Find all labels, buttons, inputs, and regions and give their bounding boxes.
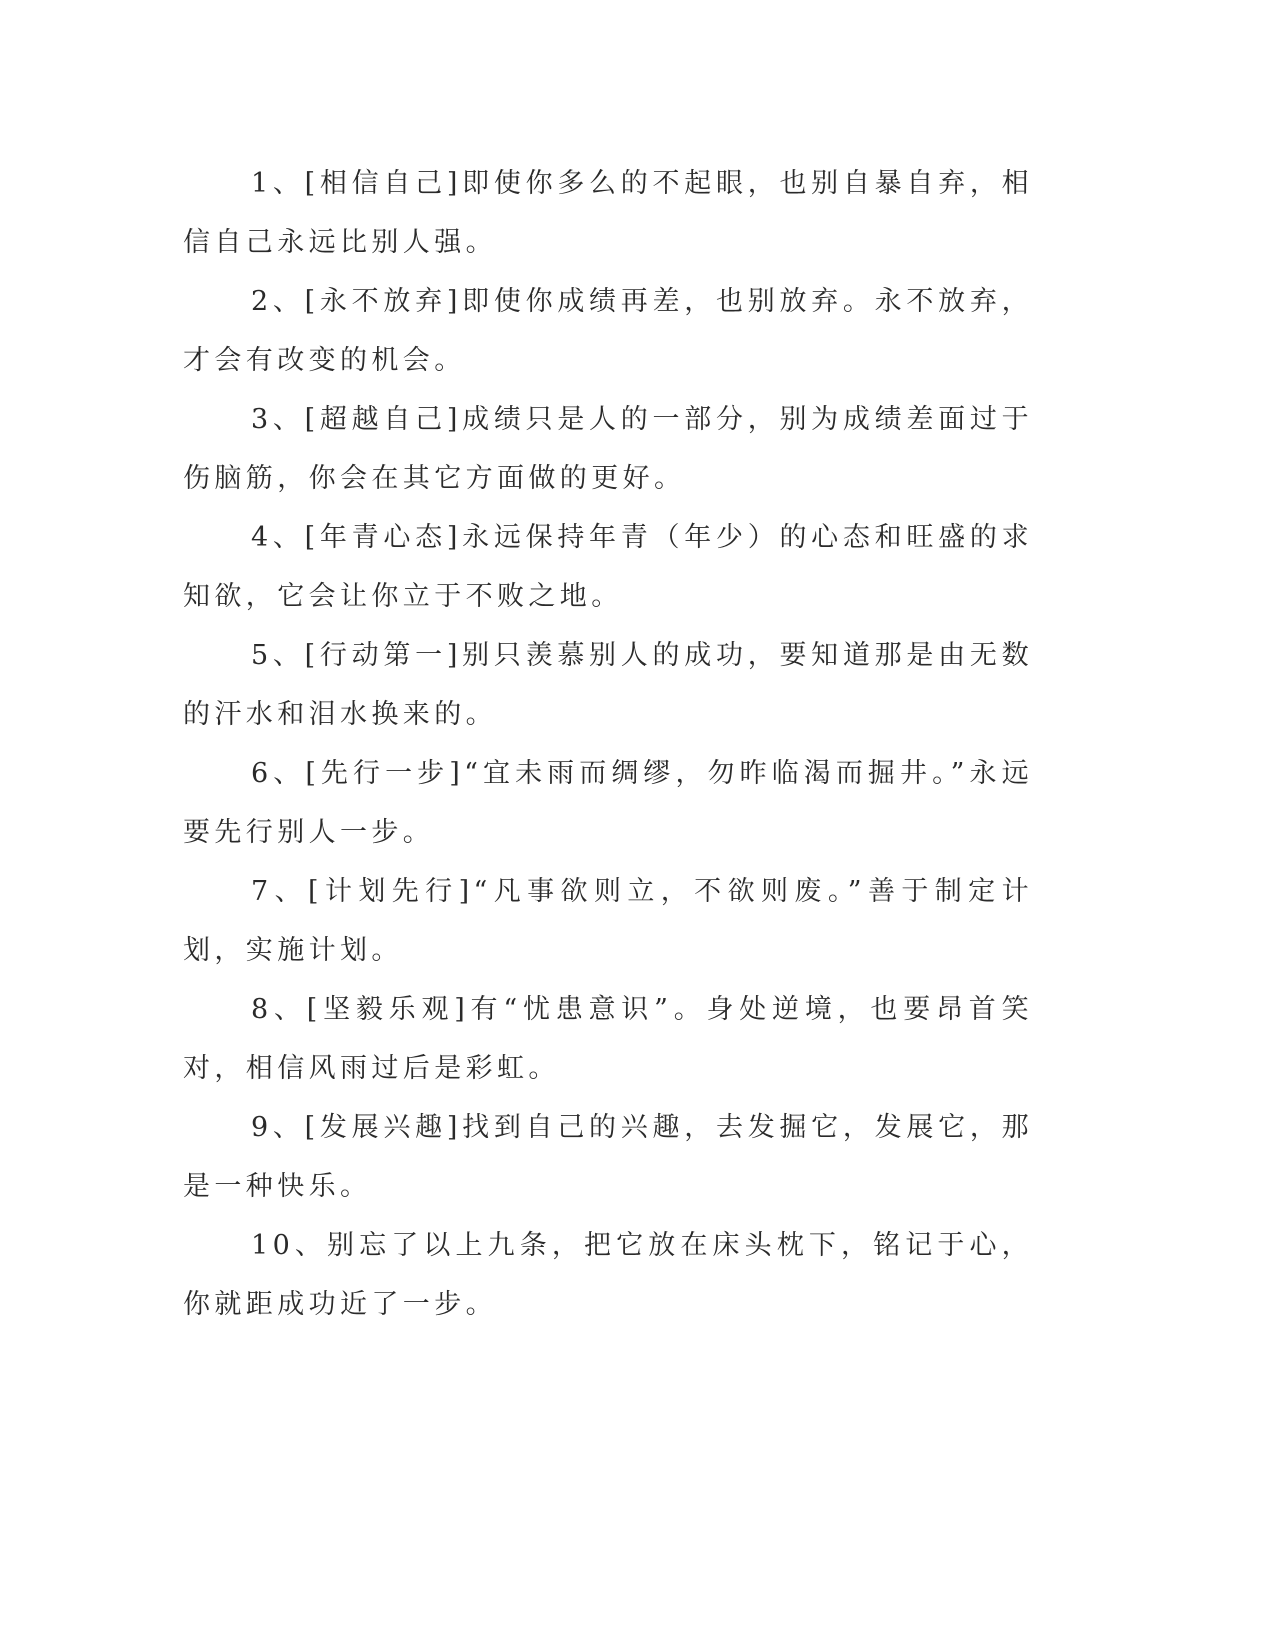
paragraph-4: 4、[年青心态]永远保持年青（年少）的心态和旺盛的求知欲，它会让你立于不败之地。 [183,522,1033,612]
paragraph-5: 5、[行动第一]别只羡慕别人的成功，要知道那是由无数的汗水和泪水换来的。 [183,640,1033,730]
paragraph-6: 6、[先行一步]“宜未雨而绸缪，勿昨临渴而掘井。”永远要先行别人一步。 [183,758,1033,848]
paragraph-3: 3、[超越自己]成绩只是人的一部分，别为成绩差面过于伤脑筋，你会在其它方面做的更好。 [183,404,1033,494]
document-body [183,154,1033,1334]
paragraph-8: 8、[坚毅乐观]有“忧患意识”。身处逆境，也要昂首笑对，相信风雨过后是彩虹。 [183,994,1033,1084]
paragraph-2: 2、[永不放弃]即使你成绩再差，也别放弃。永不放弃，才会有改变的机会。 [183,286,1033,376]
paragraph-9: 9、[发展兴趣]找到自己的兴趣，去发掘它，发展它，那是一种快乐。 [183,1112,1033,1202]
paragraph-10: 10、别忘了以上九条，把它放在床头枕下，铭记于心，你就距成功近了一步。 [183,1230,1033,1320]
paragraph-1: 1、[相信自己]即使你多么的不起眼，也别自暴自弃，相信自己永远比别人强。 [183,168,1033,258]
paragraph-7: 7、[计划先行]“凡事欲则立，不欲则废。”善于制定计划，实施计划。 [183,876,1033,966]
